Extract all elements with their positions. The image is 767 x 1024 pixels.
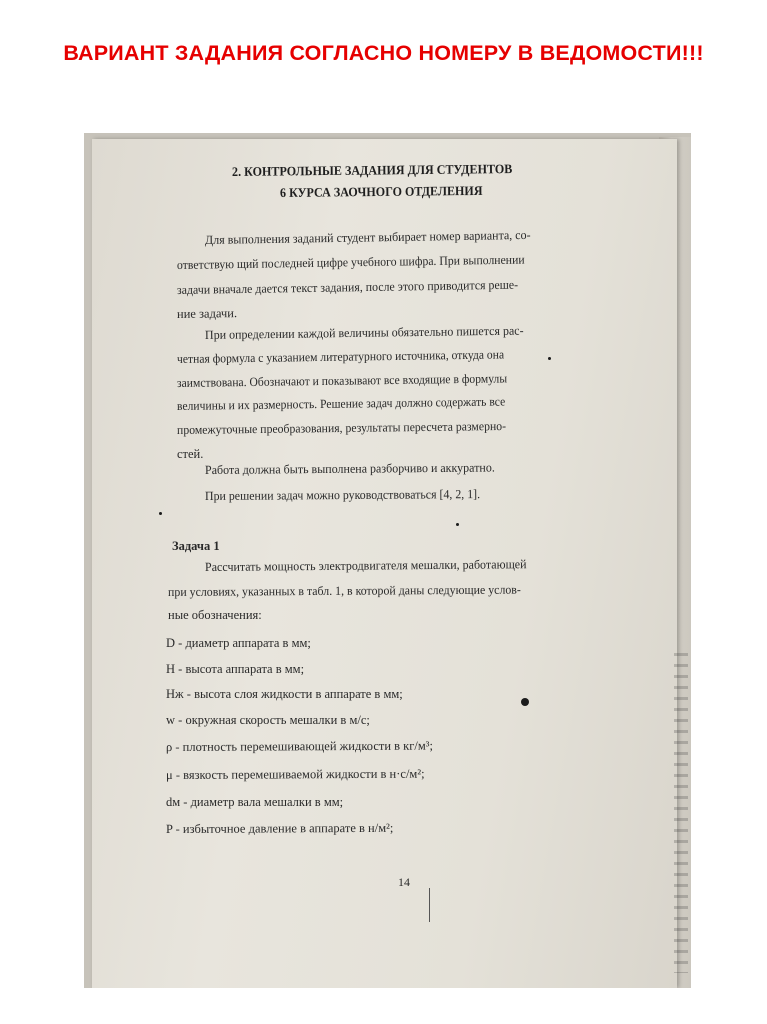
notation-item: ρ - плотность перемешивающей жидкости в кг/м³; [165,738,434,754]
page-number: 14 [398,875,410,889]
task-intro-line: ные обозначения: [168,608,262,622]
ink-speck [456,523,459,526]
paragraph-4: При решении задач можно руководствоваться [4, 2, 1]. [204,487,481,503]
section-heading-line-1: 2. КОНТРОЛЬНЫЕ ЗАДАНИЯ ДЛЯ СТУДЕНТОВ [231,161,513,179]
task-title: Задача 1 [172,539,220,553]
paragraph-2-line: величины и их размерность. Решение задач должно содержать все [176,394,506,413]
page-content [84,133,691,988]
notation-item: w - окружная скорость мешалки в м/с; [166,713,370,727]
notation-item: D - диаметр аппарата в мм; [166,636,311,650]
paragraph-2-line: четная формула с указанием литературного источника, откуда она [176,347,505,366]
notation-item: H - высота аппарата в мм; [166,662,305,676]
ink-speck [521,698,529,706]
ink-speck [159,512,162,515]
paper-scratch [429,888,430,922]
paragraph-2-line: заимствована. Обозначают и показывают все входящие в формулы [176,371,508,390]
paragraph-1-line: Для выполнения заданий студент выбирает номер варианта, со- [204,227,531,247]
paragraph-1-line: ние задачи. [176,306,238,321]
notation-item: dм - диаметр вала мешалки в мм; [166,795,344,809]
variant-banner: ВАРИАНТ ЗАДАНИЯ СОГЛАСНО НОМЕРУ В ВЕДОМОСТИ!!! [63,41,704,65]
notation-item: P - избыточное давление в аппарате в н/м²; [165,820,394,836]
paragraph-2-line: промежуточные преобразования, результаты пересчета размерно- [176,418,507,437]
notation-item: μ - вязкость перемешиваемой жидкости в н·с/м²; [165,766,425,782]
task-intro-line: Рассчитать мощность электродвигателя мешалки, работающей [204,557,527,574]
document-photo [84,133,691,988]
ink-speck [548,357,551,360]
paragraph-3: Работа должна быть выполнена разборчиво и аккуратно. [204,460,495,477]
section-heading-line-2: 6 КУРСА ЗАОЧНОГО ОТДЕЛЕНИЯ [279,182,483,200]
paragraph-1-line: ответствую щий последней цифре учебного шифра. При выполнении [176,252,525,272]
task-intro-line: при условиях, указанных в табл. 1, в которой даны следующие услов- [167,582,521,599]
paragraph-2-line: стей. [177,447,204,461]
paragraph-1-line: задачи вначале дается текст задания, после этого приводится реше- [176,277,519,297]
paragraph-2-line: При определении каждой величины обязательно пишется рас- [204,323,524,342]
notation-item: Hж - высота слоя жидкости в аппарате в мм; [166,687,403,701]
